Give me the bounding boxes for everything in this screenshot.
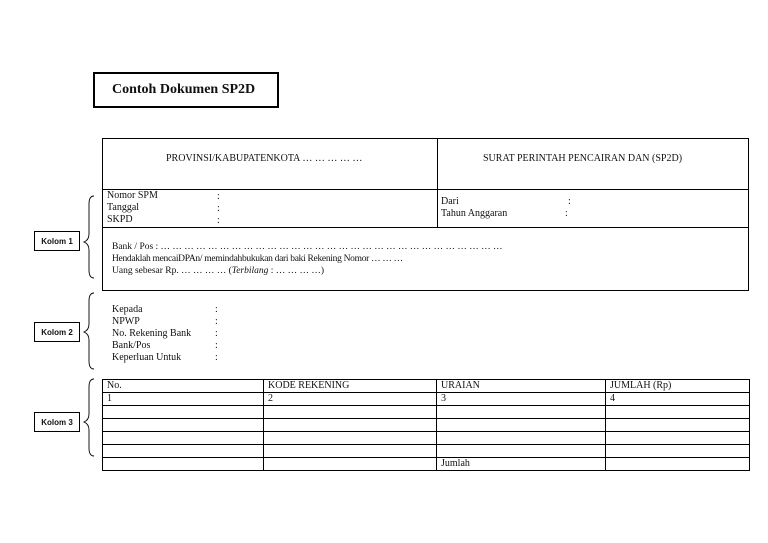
uang-suffix: : … … … …) <box>268 266 325 276</box>
label-keperluan-untuk: Keperluan Untuk <box>112 352 182 363</box>
divider <box>103 189 748 190</box>
side-label-kolom1: Kolom 1 <box>34 231 80 251</box>
table-cell <box>264 406 437 419</box>
cell-number: 2 <box>264 393 437 406</box>
colon: : <box>568 196 571 207</box>
table-cell <box>437 419 606 432</box>
table-cell <box>606 406 750 419</box>
colon: : <box>215 316 218 327</box>
table-cell <box>264 445 437 458</box>
colon: : <box>215 352 218 363</box>
table-cell <box>437 406 606 419</box>
cell-number: 1 <box>103 393 264 406</box>
side-label-kolom3: Kolom 3 <box>34 412 80 432</box>
label-nomor-spm: Nomor SPM <box>107 190 158 201</box>
colon: : <box>217 203 220 214</box>
brace-kolom1 <box>84 196 94 278</box>
label-tanggal: Tanggal <box>107 202 140 213</box>
kolom1-bank-pos: Bank / Pos : … … … … … … … … … … … … … … … … … … … … … … … … … … … … … <box>112 242 503 252</box>
header-provinsi: PROVINSI/KABUPATENKOTA … … … … … <box>166 153 363 164</box>
table-row <box>103 406 750 419</box>
table-cell <box>103 419 264 432</box>
label-tahun-anggaran: Tahun Anggaran <box>441 208 508 219</box>
table-cell <box>606 445 750 458</box>
label-kepada: Kepada <box>112 304 143 315</box>
divider <box>103 227 748 228</box>
label-dari: Dari <box>441 196 459 207</box>
rincian-table <box>102 379 750 471</box>
cell-number: 4 <box>606 393 750 406</box>
table-cell <box>437 445 606 458</box>
col-header-jumlah: JUMLAH (Rp) <box>606 380 750 393</box>
kolom1-uang-sebesar <box>112 265 324 277</box>
brace-kolom3 <box>84 379 94 456</box>
table-cell <box>103 406 264 419</box>
table-cell <box>103 458 264 471</box>
cell-jumlah-value <box>606 458 750 471</box>
table-cell <box>264 419 437 432</box>
table-cell <box>103 445 264 458</box>
uang-prefix: Uang sebesar Rp. … … … … ( <box>112 266 232 276</box>
document-title: Contoh Dokumen SP2D <box>93 72 279 108</box>
colon: : <box>565 208 568 219</box>
table-row <box>103 419 750 432</box>
table-cell <box>264 458 437 471</box>
colon: : <box>215 304 218 315</box>
label-skpd: SKPD <box>107 214 133 225</box>
table-header-row <box>103 380 750 393</box>
label-bank-pos: Bank/Pos <box>112 340 151 351</box>
table-cell <box>606 432 750 445</box>
colon: : <box>215 328 218 339</box>
cell-number: 3 <box>437 393 606 406</box>
sp2d-form-frame <box>102 138 749 291</box>
colon: : <box>217 191 220 202</box>
col-header-kode-rekening: KODE REKENING <box>264 380 437 393</box>
label-npwp: NPWP <box>112 316 140 327</box>
table-cell <box>264 432 437 445</box>
brace-kolom2 <box>84 293 94 369</box>
table-row <box>103 432 750 445</box>
table-total-row <box>103 458 750 471</box>
header-sp2d-title: SURAT PERINTAH PENCAIRAN DAN (SP2D) <box>483 153 683 164</box>
side-label-kolom2: Kolom 2 <box>34 322 80 342</box>
cell-jumlah-label: Jumlah <box>437 458 606 471</box>
col-header-uraian: URAIAN <box>437 380 606 393</box>
table-cell <box>606 419 750 432</box>
table-cell <box>437 432 606 445</box>
table-row <box>103 445 750 458</box>
divider <box>437 139 438 227</box>
kolom-braces <box>80 190 100 460</box>
label-no-rekening-bank: No. Rekening Bank <box>112 328 192 339</box>
uang-terbilang: Terbilang <box>231 266 269 276</box>
colon: : <box>217 215 220 226</box>
col-header-no: No. <box>103 380 264 393</box>
table-cell <box>103 432 264 445</box>
kolom1-hendaklah: Hendaklah mencaiDPAn/ memindahbukukan dari baki Rekening Nomor … … … <box>112 254 403 264</box>
colon: : <box>215 340 218 351</box>
table-row <box>103 393 750 406</box>
